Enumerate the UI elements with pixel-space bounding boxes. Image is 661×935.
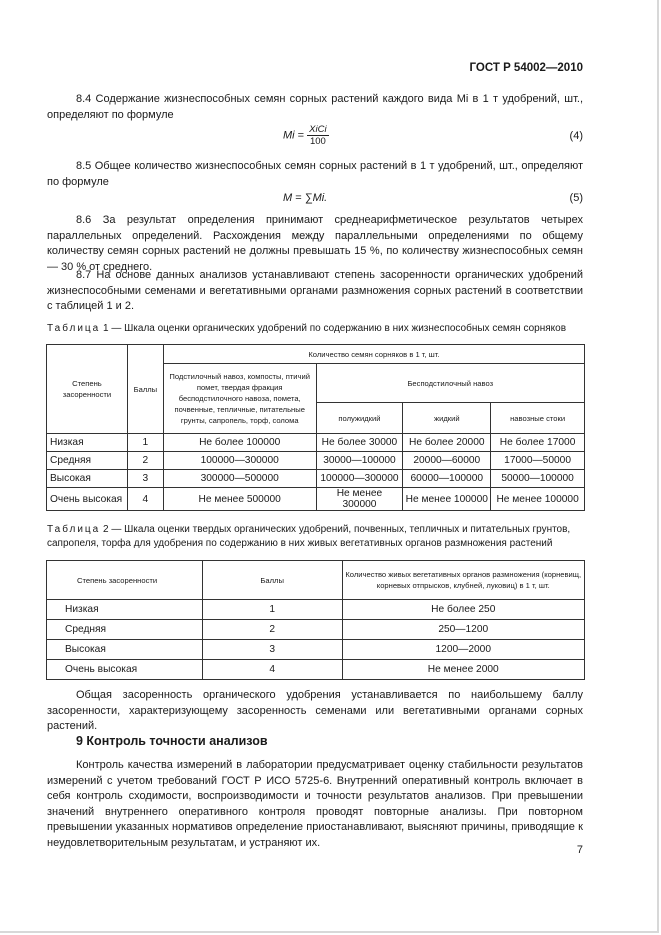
table-1-caption-label: Таблица [47,323,101,334]
formula-4-lhs: Mi [283,129,295,142]
table-cell: 100000—300000 [316,470,403,488]
table-cell: Низкая [47,434,128,452]
table-cell: 20000—60000 [403,452,491,470]
formula-4 [283,124,329,147]
table-1 [46,344,585,511]
formula-5-lhs: M [283,192,293,204]
table-cell: Очень высокая [47,488,128,511]
table-cell: Не более 20000 [403,434,491,452]
table-cell: 1 [202,600,342,620]
table-cell: Средняя [47,620,203,640]
table-cell: 4 [127,488,163,511]
table-2-caption [47,523,583,551]
table-cell: Не менее 500000 [163,488,316,511]
table-cell: Высокая [47,470,128,488]
table-row [47,452,585,470]
table-1-caption [47,322,583,336]
table-cell: 300000—500000 [163,470,316,488]
paragraph-8-6: 8.6 За результат определения принимают среднеарифметическое результатов четырех параллельных определений. Расхождения между параллельными определениями по общему количеству семян сорных растений не должны превышать 15 %, по количеству жизнеспособных семян — 30 % от среднего. [47,214,583,273]
section-9-title: 9 Контроль точности анализов [76,734,268,748]
table-1-caption-text: 1 — Шкала оценки органических удобрений по содержанию в них жизнеспособных семян сорняков [103,323,567,334]
table-cell: 30000—100000 [316,452,403,470]
table-cell: Средняя [47,452,128,470]
table-cell: 1 [127,434,163,452]
paragraph-section-9: Контроль качества измерений в лаборатории предусматривает оценку стабильности результатов измерений с учетом требований ГОСТ Р ИСО 5725-6. Внутренний оперативный контроль включает в себя контроль сходимости, воспроизводимости и точности результатов анализов. При превышении значений внутреннего оперативного контроля проводят повторные анализы. При повторном превышении указанных нормативов определение приостанавливают, выясняют причины, приводящие к неудовлетворительным результатам, и устраняют их. [47,759,583,849]
table-2 [46,560,585,680]
table-2-caption-label: Таблица [47,524,101,535]
t1-header-runoff: навозные стоки [491,403,585,434]
table-cell: Не менее 300000 [316,488,403,511]
t2-header-count: Количество живых вегетативных органов размножения (корневищ, корневых отпрысков, клубней, луковиц) в 1 т, шт. [342,561,585,600]
table-row [47,434,585,452]
table-cell: Очень высокая [47,660,203,680]
table-cell: 60000—100000 [403,470,491,488]
table-cell: Не более 30000 [316,434,403,452]
table-row [47,620,585,640]
page-number: 7 [576,844,583,856]
paragraph-8-5: 8.5 Общее количество жизнеспособных семян сорных растений в 1 т удобрений, шт., определяют по формуле [47,160,583,188]
t1-header-nobedding: Бесподстилочный навоз [316,364,584,403]
table-2-caption-text: 2 — Шкала оценки твердых органических удобрений, почвенных, тепличных и питательных грунтов, сапропеля, торфа для удобрения по содержанию в них живых вегетативных органов размножения растений [47,524,571,549]
formula-4-number: (4) [569,130,583,142]
formula-4-denominator: 100 [309,136,326,147]
table-row [47,488,585,511]
table-cell: 1200—2000 [342,640,585,660]
formula-5-rhs: ∑Mi. [304,192,328,204]
formula-5-number: (5) [569,192,583,204]
t1-header-bedding: Подстилочный навоз, компосты, птичий помет, твердая фракция бесподстилочного навоза, помета, почвенные, тепличные, питательные грунты, сапропель, торф, солома [163,364,316,434]
t1-header-liquid: жидкий [403,403,491,434]
table-cell: 2 [127,452,163,470]
paragraph-8-4: 8.4 Содержание жизнеспособных семян сорных растений каждого вида Mi в 1 т удобрений, шт., определяют по формуле [47,93,583,121]
t2-header-degree: Степень засоренности [47,561,203,600]
t1-header-degree: Степень засоренности [47,345,128,434]
formula-5-eq: = [295,192,302,204]
formula-4-numerator: XiCi [309,124,327,135]
table-cell: Не более 17000 [491,434,585,452]
formula-4-fraction [307,124,328,147]
table-row [47,660,585,680]
table-cell: 4 [202,660,342,680]
table-cell: Высокая [47,640,203,660]
paragraph-8-7: 8.7 На основе данных анализов устанавливают степень засоренности органических удобрений жизнеспособными семенами и вегетативными органами размножения сорных растений в соответствии с таблицей 1 и 2. [47,269,583,313]
table-cell: 17000—50000 [491,452,585,470]
table-cell: Не более 100000 [163,434,316,452]
formula-5 [283,192,327,204]
t2-header-points: Баллы [202,561,342,600]
table-cell: Не менее 100000 [491,488,585,511]
table-row [47,470,585,488]
paragraph-total-weediness: Общая засоренность органического удобрения устанавливается по наибольшему баллу засоренности, характеризующему засоренность семенами или вегетативными органами сорных растений. [47,689,583,733]
table-cell: 250—1200 [342,620,585,640]
table-cell: 50000—100000 [491,470,585,488]
table-row [47,600,585,620]
t1-header-points: Баллы [127,345,163,434]
t1-header-count: Количество семян сорняков в 1 т, шт. [163,345,584,364]
t1-header-semiliquid: полужидкий [316,403,403,434]
table-cell: 3 [202,640,342,660]
table-cell: Низкая [47,600,203,620]
table-cell: Не менее 2000 [342,660,585,680]
table-cell: 2 [202,620,342,640]
table-cell: 100000—300000 [163,452,316,470]
table-row [47,640,585,660]
standard-number: ГОСТ Р 54002—2010 [469,62,583,74]
table-cell: Не более 250 [342,600,585,620]
table-cell: Не менее 100000 [403,488,491,511]
formula-4-eq: = [297,129,305,142]
table-cell: 3 [127,470,163,488]
